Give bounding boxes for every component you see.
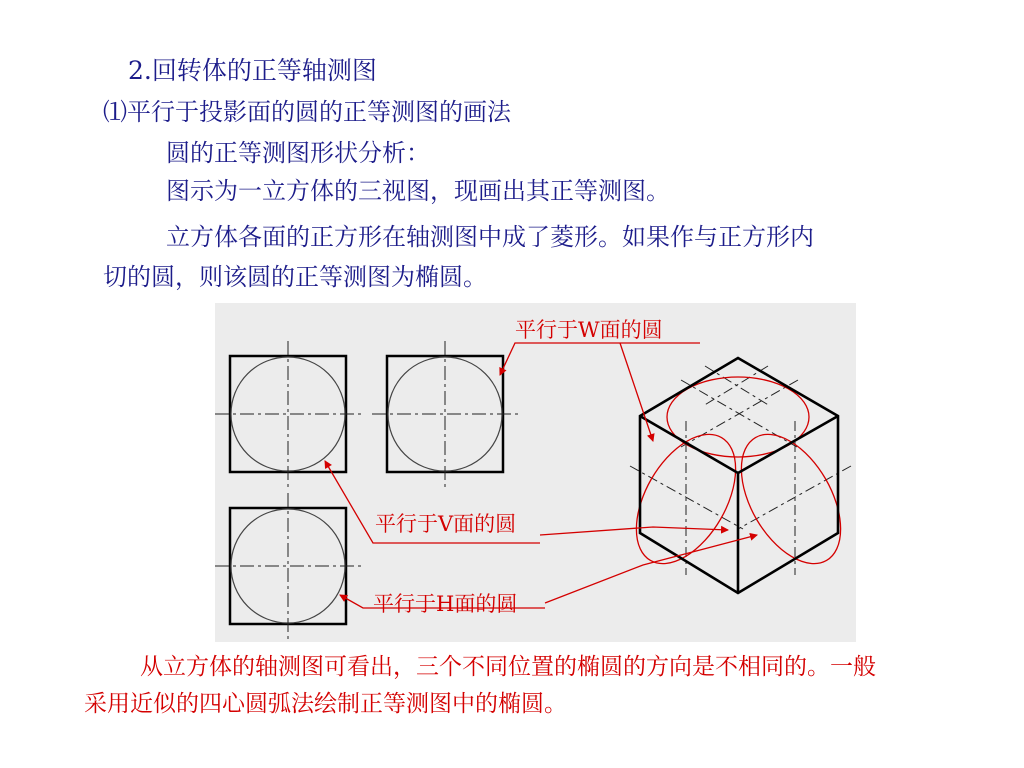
paragraph-2-line-1: 立方体各面的正方形在轴测图中成了菱形。如果作与正方形内	[166, 223, 814, 251]
front-view	[215, 341, 361, 487]
paragraph-2-line-2: 切的圆，则该圆的正等测图为椭圆。	[103, 263, 487, 291]
cube-projection-figure	[215, 303, 856, 642]
paragraph-1: 图示为一立方体的三视图，现画出其正等测图。	[166, 177, 670, 205]
conclusion-line-1: 从立方体的轴测图可看出，三个不同位置的椭圆的方向是不相同的。一般	[140, 654, 876, 680]
label-h-circle: 平行于H面的圆	[373, 592, 518, 616]
section-subtitle: ⑴平行于投影面的圆的正等测图的画法	[103, 98, 511, 126]
isometric-cube	[616, 358, 856, 593]
conclusion-line-2: 采用近似的四心圆弧法绘制正等测图中的椭圆。	[84, 691, 567, 717]
analysis-heading: 圆的正等测图形状分析：	[166, 139, 430, 167]
label-v-circle: 平行于V面的圆	[375, 512, 517, 536]
top-view	[215, 493, 361, 639]
label-w-circle: 平行于W面的圆	[515, 318, 663, 342]
slide-title: 2.回转体的正等轴测图	[128, 56, 377, 85]
side-view	[372, 341, 518, 487]
